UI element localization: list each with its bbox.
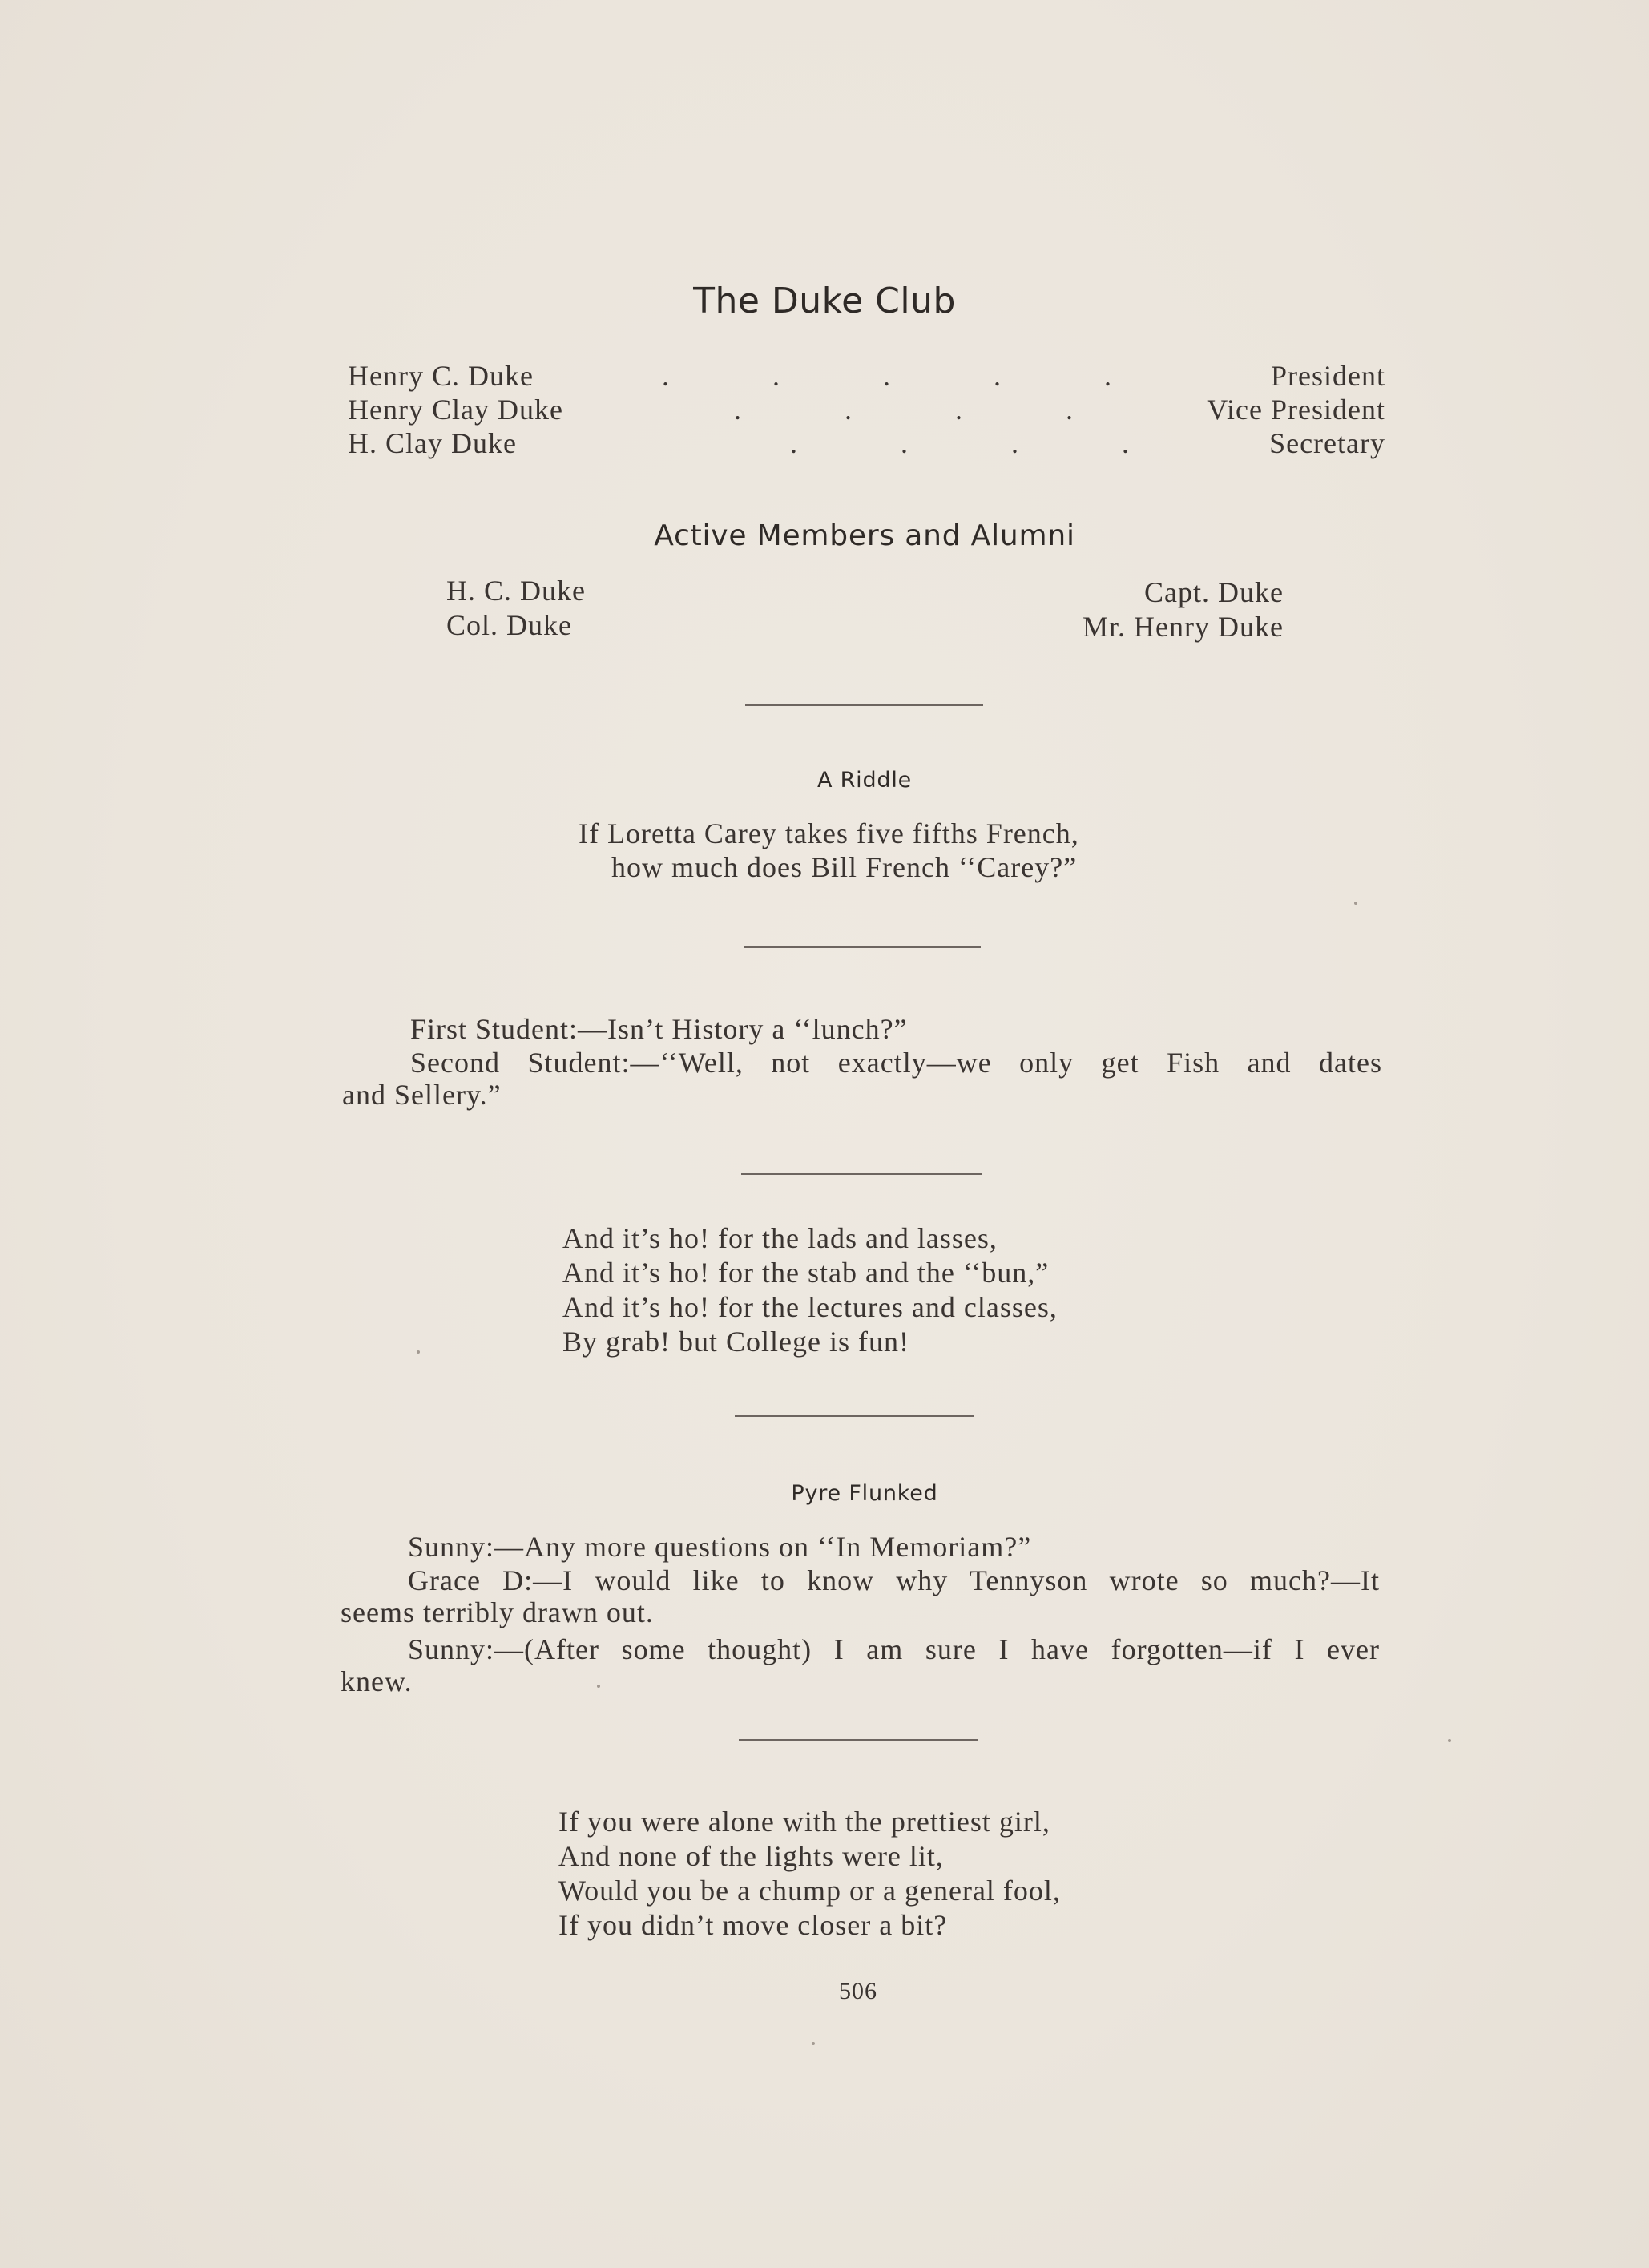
member-name: Col. Duke <box>446 609 572 641</box>
verse-line: And it’s ho! for the stab and the ‘‘bun,” <box>562 1257 1050 1289</box>
verse-stanza <box>558 1805 1061 1943</box>
verse-line: By grab! but College is fun! <box>562 1326 909 1358</box>
verse-line: And it’s ho! for the lectures and classes, <box>562 1291 1058 1323</box>
section-divider <box>735 1415 974 1417</box>
paper-speck <box>417 1350 420 1354</box>
verse-line: And it’s ho! for the lads and lasses, <box>562 1222 998 1254</box>
officer-role: Secretary <box>1269 427 1385 459</box>
section-divider <box>744 946 981 948</box>
dialogue-line: First Student:—Isn’t History a ‘‘lunch?” <box>410 1013 908 1045</box>
page-number: 506 <box>839 1978 877 2004</box>
officer-name: Henry Clay Duke <box>348 393 563 426</box>
officer-row <box>348 426 1385 462</box>
paper-speck <box>597 1685 600 1688</box>
verse-line: Would you be a chump or a general fool, <box>558 1875 1061 1907</box>
dialogue-line: and Sellery.” <box>342 1079 502 1111</box>
member-name: Mr. Henry Duke <box>1083 611 1284 643</box>
verse-line: If you were alone with the prettiest girl, <box>558 1806 1050 1838</box>
riddle-line: how much does Bill French ‘‘Carey?” <box>611 851 1078 883</box>
paper-speck <box>812 2042 815 2045</box>
dialogue-line: knew. <box>341 1665 413 1697</box>
verse-stanza <box>562 1221 1058 1359</box>
riddle-line: If Loretta Carey takes five fifths French, <box>579 817 1079 849</box>
officer-name: H. Clay Duke <box>348 427 517 459</box>
members-left-column <box>446 574 586 643</box>
verse-line: And none of the lights were lit, <box>558 1840 944 1872</box>
verse-line: If you didn’t move closer a bit? <box>558 1909 948 1941</box>
dialogue-line: seems terribly drawn out. <box>341 1596 654 1628</box>
paper-speck <box>1354 902 1357 905</box>
riddle-heading: A Riddle <box>816 768 913 793</box>
dot-leaders: . . . . . <box>662 360 1112 392</box>
dialogue-line: Second Student:—‘‘Well, not exactly—we only get Fish and dates <box>410 1047 1382 1079</box>
officer-role: Vice President <box>1207 393 1385 426</box>
dialogue-line: Grace D:—I would like to know why Tennyson wrote so much?—It <box>408 1564 1380 1596</box>
member-name: Capt. Duke <box>1144 576 1284 608</box>
officer-role: President <box>1271 360 1385 392</box>
paper-speck <box>1448 1739 1451 1742</box>
dialogue-line: Sunny:—(After some thought) I am sure I have forgotten—if I ever <box>408 1633 1380 1665</box>
pyre-heading: Pyre Flunked <box>791 1481 938 1506</box>
members-right-column <box>1083 575 1284 644</box>
officer-row <box>348 359 1385 394</box>
members-heading: Active Members and Alumni <box>654 519 1075 552</box>
section-divider <box>739 1739 978 1741</box>
member-name: H. C. Duke <box>446 575 586 607</box>
dialogue-line: Sunny:—Any more questions on ‘‘In Memoriam?” <box>408 1531 1032 1563</box>
page-title: The Duke Club <box>693 280 956 321</box>
dot-leaders: . . . . <box>734 393 1074 426</box>
officer-name: Henry C. Duke <box>348 360 534 392</box>
section-divider <box>745 704 983 706</box>
officer-row <box>348 393 1385 428</box>
dot-leaders: . . . . <box>790 427 1130 459</box>
section-divider <box>741 1173 982 1175</box>
